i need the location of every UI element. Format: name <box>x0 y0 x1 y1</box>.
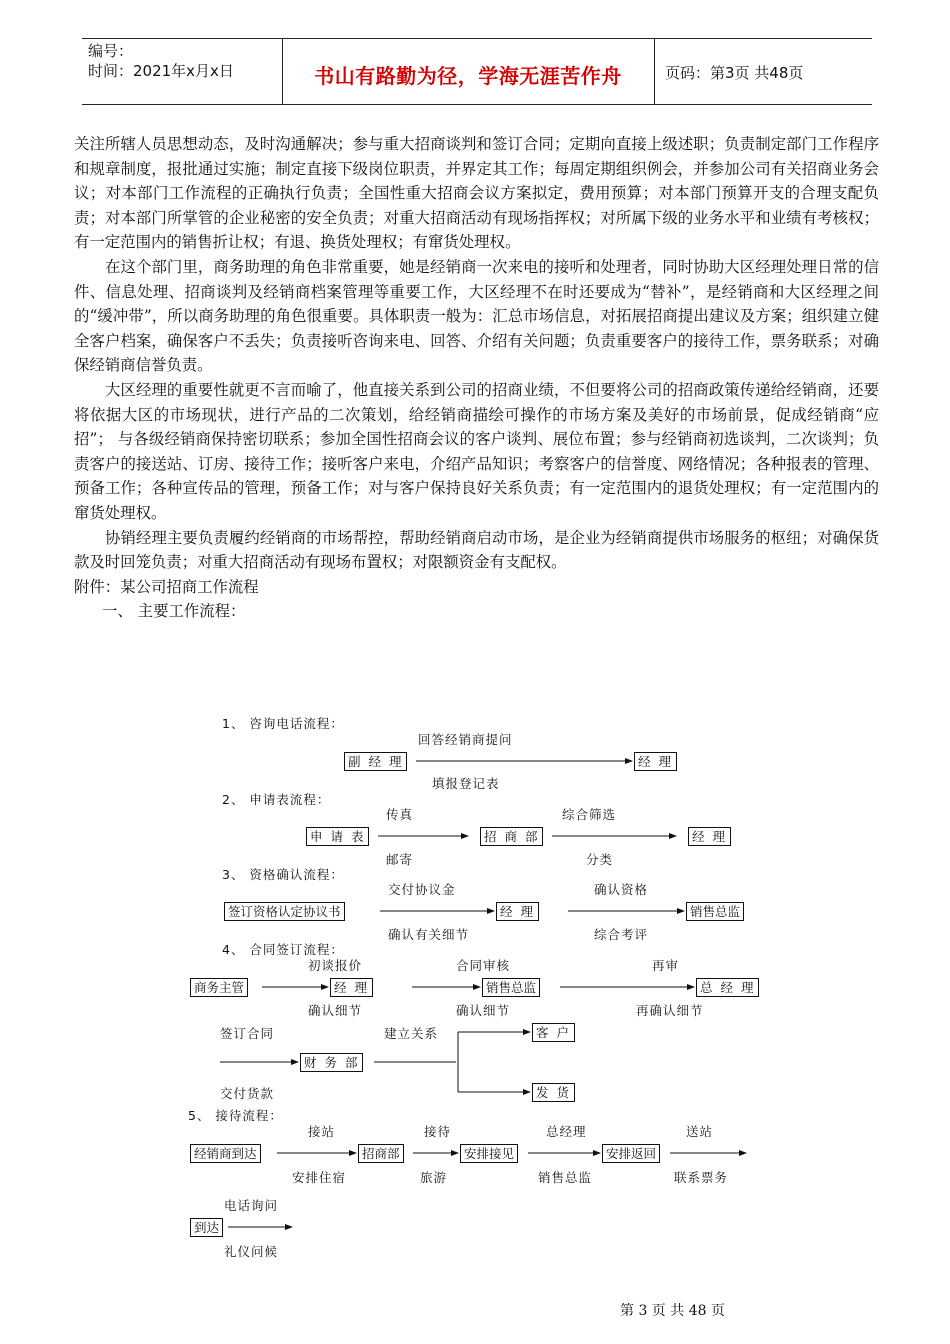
flow-edge-label: 邮寄 <box>386 852 414 867</box>
flow-node: 商务主管 <box>190 978 248 997</box>
flow-edge-label: 确认细节 <box>308 1003 363 1018</box>
paragraph: 在这个部门里，商务助理的角色非常重要，她是经销商一次来电的接听和处理者，同时协助大区经理处理日常的信件、信息处理、招商谈判及经销商档案管理等重要工作，大区经理不在时还要成为“替补”，是经销商和大区经理之间的“缓冲带”，所以商务助理的角色很重要。具体职责一般为：汇总市场信息，对拓展招商提出建议及方案；组织建立健全客户档案，确保客户不丢失；负责接听咨询来电、回答、介绍有关问题；负责重要客户的接待工作，票务联系；对确保经销商信誉负责。 <box>74 257 879 375</box>
flow-edge-label: 总经理 <box>546 1124 587 1139</box>
flow-node: 销售总监 <box>686 902 744 921</box>
header-bottom-rule <box>82 104 872 105</box>
flow-node: 副 经 理 <box>344 752 407 771</box>
flow-edge-label: 交付货款 <box>220 1086 275 1101</box>
flow-edge-label: 再审 <box>652 958 680 973</box>
paragraph: 协销经理主要负责履约经销商的市场帮控，帮助经销商启动市场，是企业为经销商提供市场服务的枢纽；对确保货款及时回笼负责；对重大招商活动有现场布置权；对限额资金有支配权。 <box>74 528 879 572</box>
flow-step-title: 1、 咨询电话流程： <box>222 716 344 731</box>
appendix-title: 附件：某公司招商工作流程 <box>74 577 259 596</box>
flow-edge-label: 回答经销商提问 <box>418 732 513 747</box>
number-label: 编号： <box>88 42 134 60</box>
flow-node: 招商部 <box>358 1144 404 1163</box>
flow-edge-label: 联系票务 <box>674 1170 729 1185</box>
flow-edge-label: 传真 <box>386 807 414 822</box>
flow-edge-label: 再确认细节 <box>636 1003 704 1018</box>
flow-edge-label: 销售总监 <box>538 1170 593 1185</box>
flow-node: 签订资格认定协议书 <box>224 902 345 921</box>
header-motto: 书山有路勤为径，学海无涯苦作舟 <box>314 64 622 88</box>
flow-node: 经 理 <box>496 902 539 921</box>
flow-edge-label: 建立关系 <box>384 1026 439 1041</box>
flow-node: 财 务 部 <box>300 1053 363 1072</box>
section-heading: 一、 主要工作流程： <box>102 602 246 621</box>
paragraph: 关注所辖人员思想动态，及时沟通解决；参与重大招商谈判和签订合同；定期向直接上级述职；负责制定部门工作程序和规章制度，报批通过实施；制定直接下级岗位职责，并界定其工作；每周定期组织例会，并参加公司有关招商业务会议；对本部门工作流程的正确执行负责；全国性重大招商会议方案拟定，费用预算；对本部门预算开支的合理支配负责；对本部门所掌管的企业秘密的安全负责；对重大招商活动有现场指挥权；对所属下级的业务水平和业绩有考核权；有一定范围内的销售折让权；有退、换货处理权；有窜货处理权。 <box>74 135 879 252</box>
flow-edge-label: 签订合同 <box>220 1026 275 1041</box>
page-footer: 第 3 页 共 48 页 <box>620 1303 725 1319</box>
flow-edge-label: 接站 <box>308 1124 336 1139</box>
flow-step-title: 3、 资格确认流程： <box>222 867 344 882</box>
flow-edge-label: 接待 <box>424 1124 452 1139</box>
flow-node: 招 商 部 <box>480 827 543 846</box>
flow-edge-label: 综合考评 <box>594 927 649 942</box>
header-divider <box>654 38 655 105</box>
flow-step-title: 2、 申请表流程： <box>222 792 331 807</box>
flow-node: 到达 <box>190 1218 223 1237</box>
header-meta <box>88 41 234 81</box>
flow-node: 安排返回 <box>602 1144 660 1163</box>
flowchart <box>180 710 820 1270</box>
flow-edge-label: 分类 <box>586 852 614 867</box>
page-header <box>82 38 872 106</box>
flow-edge-label: 确认有关细节 <box>388 927 470 942</box>
flow-edge-label: 交付协议金 <box>388 882 456 897</box>
flow-node: 发 货 <box>532 1083 575 1102</box>
flow-edge-label: 合同审核 <box>456 958 511 973</box>
flow-node: 销售总监 <box>482 978 540 997</box>
flow-edge-label: 安排住宿 <box>292 1170 347 1185</box>
time-label: 时间：2021年x月x日 <box>88 62 234 80</box>
flow-edge-label: 旅游 <box>420 1170 448 1185</box>
document-body <box>74 132 879 624</box>
flow-node: 经 理 <box>330 978 373 997</box>
flow-edge-label: 初谈报价 <box>308 958 363 973</box>
paragraph: 大区经理的重要性就更不言而喻了，他直接关系到公司的招商业绩，不但要将公司的招商政策传递给经销商，还要将依据大区的市场现状，进行产品的二次策划，给经销商描绘可操作的市场方案及美好的市场前景，促成经销商“应招”； 与各级经销商保持密切联系；参加全国性招商会议的客户谈判、展位布置；参与经销商初选谈判，二次谈判；负责客户的接送站、订房、接待工作；接听客户来电，介绍产品知识；考察客户的信誉度、网络情况；各种报表的管理、预备工作；各种宣传品的管理，预备工作；对与客户保持良好关系负责；有一定范围内的退货处理权；有一定范围内的窜货处理权。 <box>74 380 879 522</box>
flow-node: 安排接见 <box>460 1144 518 1163</box>
flow-edge-label: 综合筛选 <box>562 807 617 822</box>
header-top-rule <box>82 38 872 39</box>
flow-edge-label: 礼仪问候 <box>224 1244 279 1259</box>
flow-edge-label: 电话询问 <box>224 1198 279 1213</box>
flow-node: 总 经 理 <box>696 978 759 997</box>
flow-node: 申 请 表 <box>306 827 369 846</box>
flow-edge-label: 送站 <box>686 1124 714 1139</box>
flow-node: 经销商到达 <box>190 1144 261 1163</box>
flow-node: 客 户 <box>532 1023 575 1042</box>
flow-step-title: 4、 合同签订流程： <box>222 942 344 957</box>
flow-step-title: 5、 接待流程： <box>188 1108 283 1123</box>
header-page-info: 页码：第3页 共48页 <box>665 64 804 82</box>
flow-node: 经 理 <box>688 827 731 846</box>
flow-edge-label: 确认资格 <box>594 882 649 897</box>
flow-edge-label: 填报登记表 <box>432 776 500 791</box>
flow-edge-label: 确认细节 <box>456 1003 511 1018</box>
flow-node: 经 理 <box>634 752 677 771</box>
